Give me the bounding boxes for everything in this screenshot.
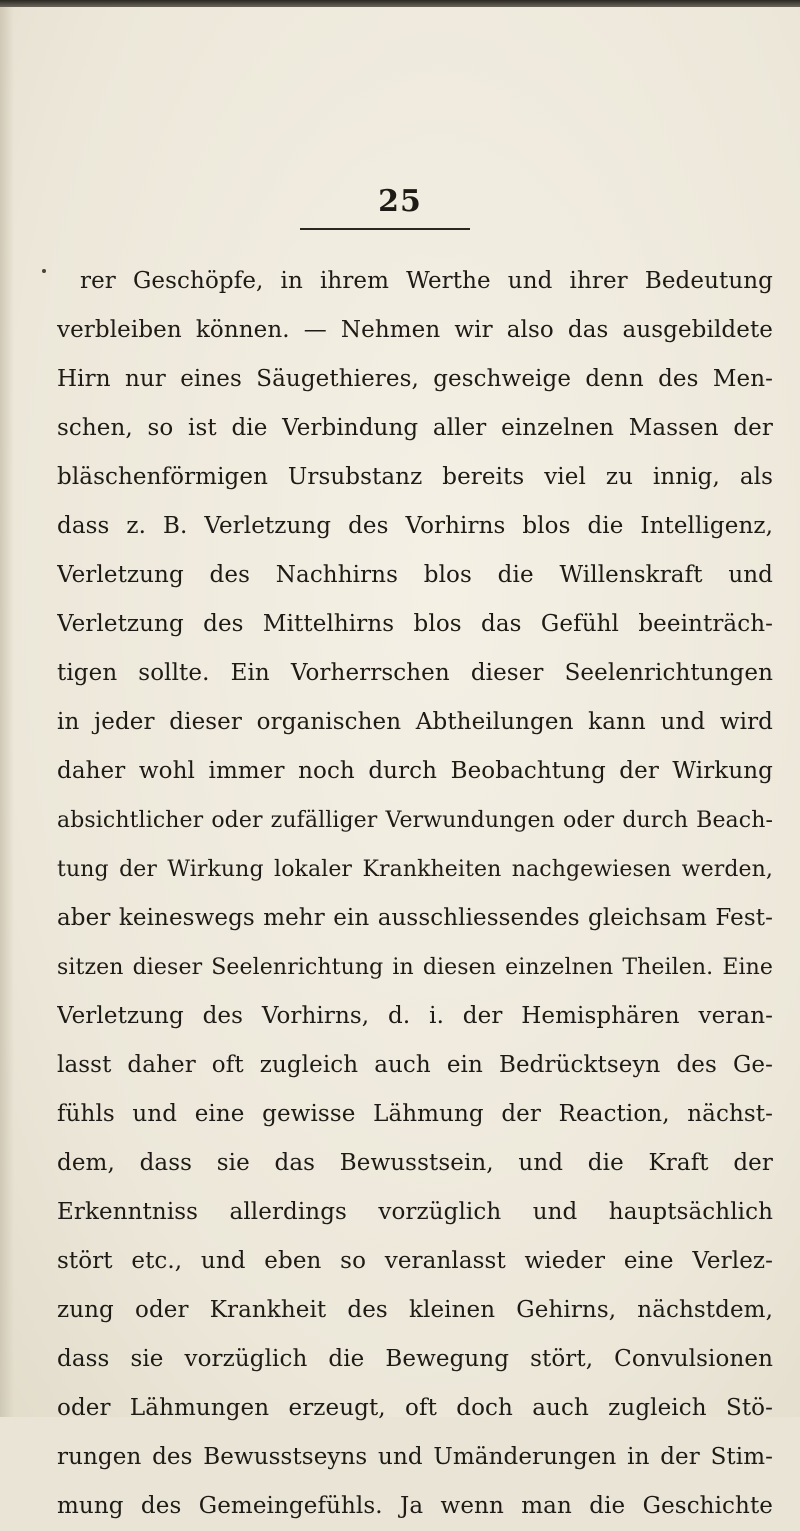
text-line: sitzen dieser Seelenrichtung in diesen einzelnen Theilen. Eine — [57, 955, 773, 980]
body-text — [57, 257, 773, 1531]
text-line: dem, dass sie das Bewusstsein, und die Kraft der — [57, 1150, 773, 1176]
text-line: zung oder Krankheit des kleinen Gehirns, nächstdem, — [57, 1297, 773, 1323]
text-line: Verletzung des Mittelhirns blos das Gefühl beeinträch- — [57, 611, 773, 637]
header-rule — [300, 228, 470, 230]
top-border — [0, 0, 800, 7]
text-line: mung des Gemeingefühls. Ja wenn man die Geschichte — [57, 1493, 773, 1519]
text-line: Hirn nur eines Säugethieres, geschweige denn des Men- — [57, 366, 773, 392]
ink-speck — [42, 269, 46, 273]
text-line: dass z. B. Verletzung des Vorhirns blos die Intelligenz, — [57, 513, 773, 539]
text-line: dass sie vorzüglich die Bewegung stört, Convulsionen — [57, 1346, 773, 1372]
text-line: bläschenförmigen Ursubstanz bereits viel zu innig, als — [57, 464, 773, 490]
text-line: fühls und eine gewisse Lähmung der Reaction, nächst- — [57, 1101, 773, 1127]
text-line: schen, so ist die Verbindung aller einzelnen Massen der — [57, 415, 773, 441]
text-line: lasst daher oft zugleich auch ein Bedrücktseyn des Ge- — [57, 1052, 773, 1078]
text-line: rer Geschöpfe, in ihrem Werthe und ihrer Bedeutung — [80, 268, 773, 294]
page-number: 25 — [378, 184, 422, 219]
text-line: absichtlicher oder zufälliger Verwundungen oder durch Beach- — [57, 808, 773, 833]
text-line: Verletzung des Nachhirns blos die Willenskraft und — [57, 562, 773, 588]
text-line: oder Lähmungen erzeugt, oft doch auch zugleich Stö- — [57, 1395, 773, 1421]
text-line: tigen sollte. Ein Vorherrschen dieser Seelenrichtungen — [57, 660, 773, 686]
text-line: rungen des Bewusstseyns und Umänderungen in der Stim- — [57, 1444, 773, 1470]
text-line: verbleiben können. — Nehmen wir also das ausgebildete — [57, 317, 773, 343]
text-line: aber keineswegs mehr ein ausschliessendes gleichsam Fest- — [57, 905, 773, 931]
text-line: Verletzung des Vorhirns, d. i. der Hemisphären veran- — [57, 1003, 773, 1029]
text-line: daher wohl immer noch durch Beobachtung der Wirkung — [57, 758, 773, 784]
text-line: tung der Wirkung lokaler Krankheiten nachgewiesen werden, — [57, 857, 773, 882]
text-line: stört etc., und eben so veranlasst wieder eine Verlez- — [57, 1248, 773, 1274]
book-page — [0, 7, 800, 1519]
text-line: Erkenntniss allerdings vorzüglich und hauptsächlich — [57, 1199, 773, 1225]
text-line: in jeder dieser organischen Abtheilungen kann und wird — [57, 709, 773, 735]
